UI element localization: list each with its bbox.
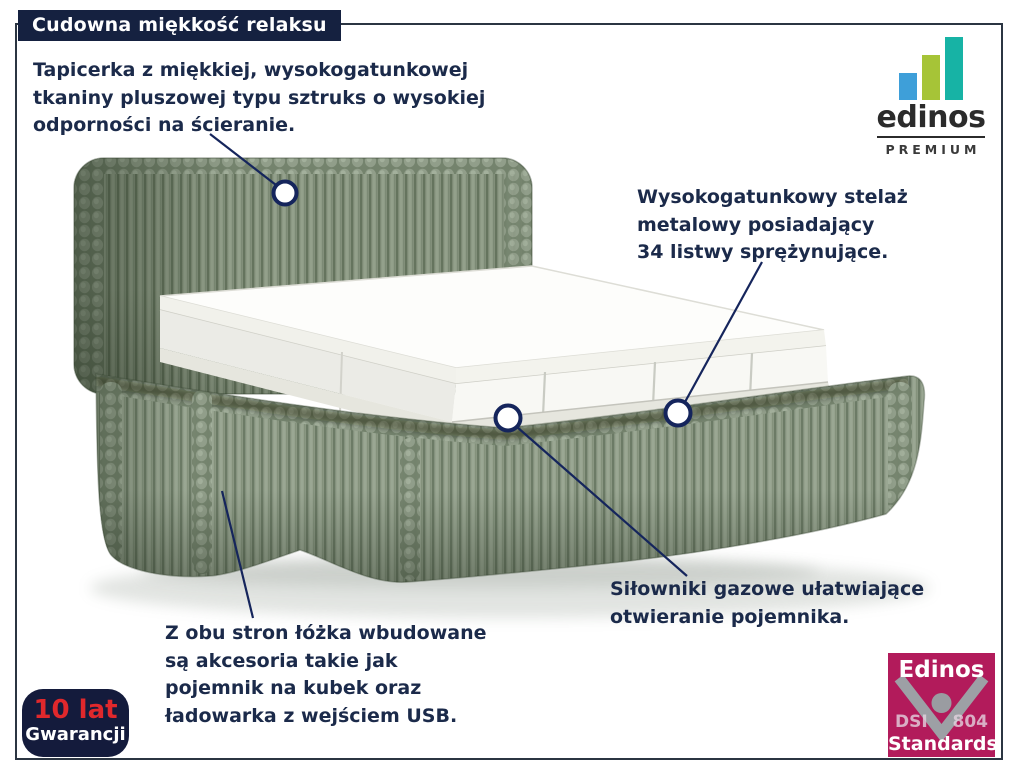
banner-title: Cudowna miękkość relaksu xyxy=(32,14,327,36)
annotation-line: metalowy posiadający xyxy=(637,213,875,236)
standards-dsi: DSI xyxy=(895,712,928,732)
brand-name: edinos xyxy=(876,100,986,135)
guarantee-label: Gwarancji xyxy=(25,724,126,745)
logo-bar-blue xyxy=(899,73,917,100)
annotation-line: Tapicerka z miękkiej, wysokogatunkowej xyxy=(33,59,469,81)
annotation-upholstery xyxy=(33,57,485,140)
logo-bar-teal xyxy=(945,37,963,100)
annotation-line: pojemnik na kubek oraz xyxy=(165,677,422,699)
annotation-actuators xyxy=(610,576,924,631)
annotation-line: Siłowniki gazowe ułatwiające xyxy=(610,578,925,600)
standards-label: Standards xyxy=(888,733,998,755)
logo-bar-green xyxy=(922,55,940,100)
annotation-line: 34 listwy sprężynujące. xyxy=(637,241,889,263)
brand-tier: PREMIUM xyxy=(885,142,981,157)
header-banner xyxy=(18,10,341,41)
standards-badge xyxy=(888,653,998,757)
annotation-line: są akcesoria takie jak xyxy=(165,649,398,672)
annotation-frame xyxy=(637,184,908,267)
annotation-line: Z obu stron łóżka wbudowane xyxy=(165,622,487,644)
standards-title: Edinos xyxy=(898,657,985,683)
guarantee-years: 10 lat xyxy=(33,695,118,725)
logo-bars-icon xyxy=(872,36,990,100)
annotation-line: tkaniny pluszowej typu sztruks o wysokiej xyxy=(33,86,486,109)
annotation-accessories xyxy=(165,620,487,730)
annotation-line: Wysokogatunkowy stelaż xyxy=(637,186,908,208)
guarantee-badge xyxy=(22,689,129,757)
logo-divider xyxy=(877,136,985,138)
brand-logo xyxy=(872,36,990,157)
annotation-line: odporności na ścieranie. xyxy=(33,114,296,136)
annotation-line: ładowarka z wejściem USB. xyxy=(165,704,458,727)
standards-804: 804 xyxy=(952,712,988,732)
annotation-line: otwieranie pojemnika. xyxy=(610,605,850,628)
